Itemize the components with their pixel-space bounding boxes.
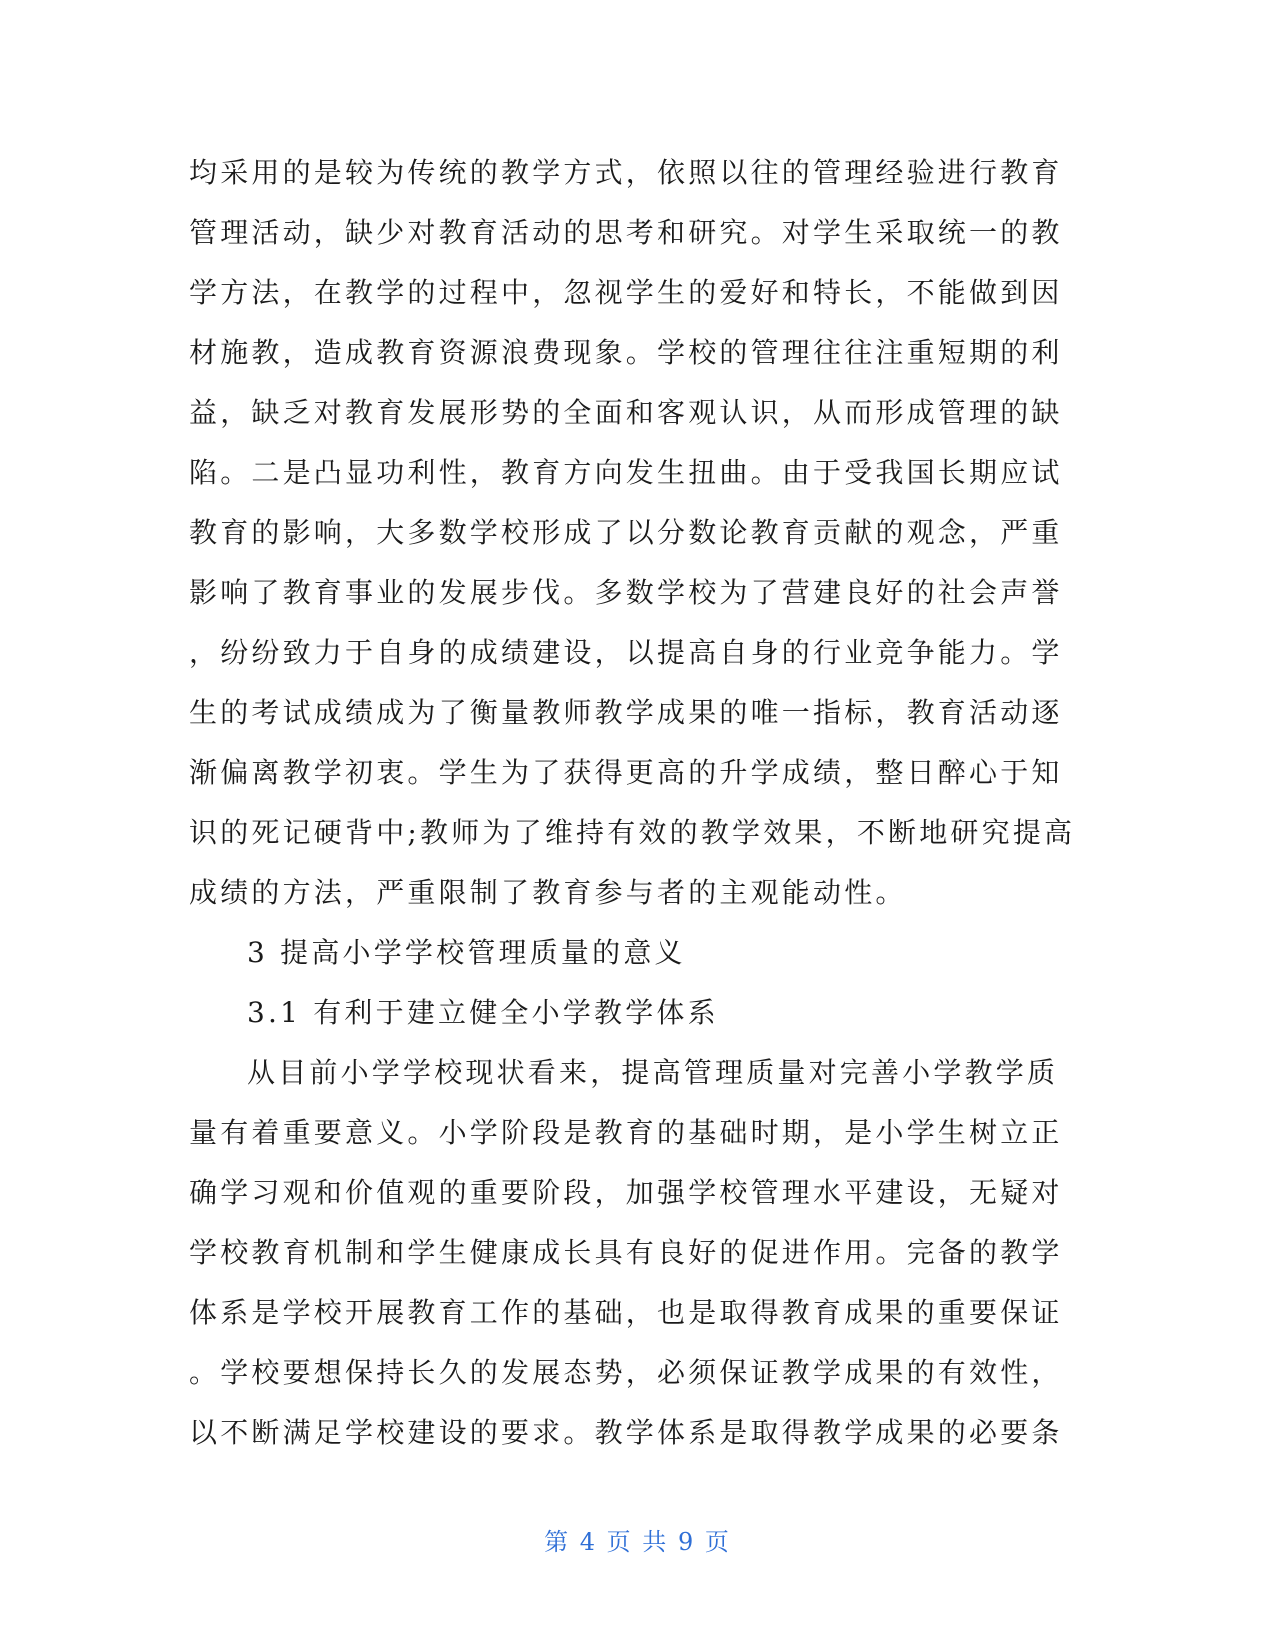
body-text — [189, 143, 1076, 1463]
text-line: 学方法，在教学的过程中，忽视学生的爱好和特长，不能做到因 — [189, 276, 1063, 309]
text-line: 教育的影响，大多数学校形成了以分数论教育贡献的观念，严重 — [189, 516, 1063, 549]
subsection-heading: 3.1 有利于建立健全小学教学体系 — [247, 996, 719, 1029]
text-line: 材施教，造成教育资源浪费现象。学校的管理往往注重短期的利 — [189, 336, 1063, 369]
text-line: 管理活动，缺少对教育活动的思考和研究。对学生采取统一的教 — [189, 216, 1063, 249]
text-line: 量有着重要意义。小学阶段是教育的基础时期，是小学生树立正 — [189, 1116, 1063, 1149]
text-line: ，纷纷致力于自身的成绩建设，以提高自身的行业竞争能力。学 — [189, 636, 1063, 669]
text-line: 陷。二是凸显功利性，教育方向发生扭曲。由于受我国长期应试 — [189, 456, 1063, 489]
text-line: 益，缺乏对教育发展形势的全面和客观认识，从而形成管理的缺 — [189, 396, 1063, 429]
text-line: 渐偏离教学初衷。学生为了获得更高的升学成绩，整日醉心于知 — [189, 756, 1063, 789]
text-line: 学校教育机制和学生健康成长具有良好的促进作用。完备的教学 — [189, 1236, 1063, 1269]
text-line: 识的死记硬背中;教师为了维持有效的教学效果，不断地研究提高 — [189, 816, 1076, 849]
section-heading: 3 提高小学学校管理质量的意义 — [247, 936, 686, 969]
text-line: 以不断满足学校建设的要求。教学体系是取得教学成果的必要条 — [189, 1416, 1063, 1449]
page-number: 第 4 页 共 9 页 — [544, 1528, 731, 1556]
text-line: 。学校要想保持长久的发展态势，必须保证教学成果的有效性， — [189, 1356, 1063, 1389]
paragraph-first-line: 从目前小学学校现状看来，提高管理质量对完善小学教学质 — [247, 1056, 1059, 1089]
text-line: 影响了教育事业的发展步伐。多数学校为了营建良好的社会声誉 — [189, 576, 1063, 609]
text-line: 成绩的方法，严重限制了教育参与者的主观能动性。 — [189, 876, 907, 909]
text-line: 生的考试成绩成为了衡量教师教学成果的唯一指标，教育活动逐 — [189, 696, 1063, 729]
text-line: 体系是学校开展教育工作的基础，也是取得教育成果的重要保证 — [189, 1296, 1063, 1329]
text-line: 确学习观和价值观的重要阶段，加强学校管理水平建设，无疑对 — [189, 1176, 1063, 1209]
text-line: 均采用的是较为传统的教学方式，依照以往的管理经验进行教育 — [189, 156, 1063, 189]
